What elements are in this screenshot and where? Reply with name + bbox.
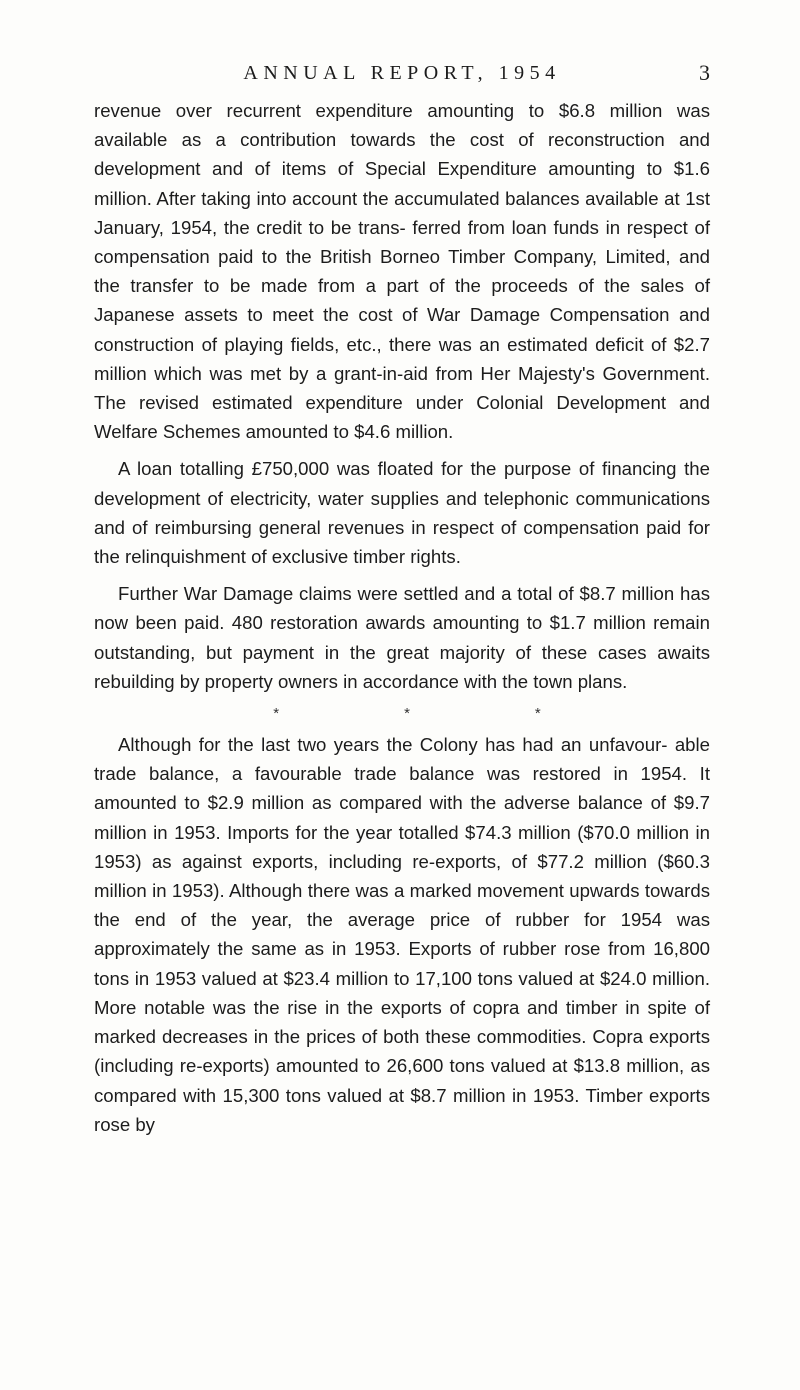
paragraph-loan: A loan totalling £750,000 was floated for the purpose of financing the development of electricity, water supplies and telephonic communications and of reimbursing general revenues in respect of compensation paid for the relinquishment of exclusive timber rights. (94, 458, 710, 568)
running-header (94, 60, 710, 94)
header-title: ANNUAL REPORT, 1954 (243, 62, 561, 84)
paragraph-war-damage: Further War Damage claims were settled and a total of $8.7 million has now been paid. 480 restoration awards amounting to $1.7 million remain outstanding, but payment in the great majority of these cases awaits rebuilding by property owners in accordance with the town plans. (94, 583, 710, 692)
section-separator (94, 702, 710, 726)
asterisk-mark: * (404, 705, 410, 723)
asterisk-mark: * (534, 705, 541, 723)
report-page (94, 60, 710, 1139)
paragraph-revenue-continuation: revenue over recurrent expenditure amounting to $6.8 million was available as a contribution towards the cost of reconstruction and development and of items of Special Expenditure amounting to $1.6 million. After taking into account the accumulated balances available at 1st January, 1954, the credit to be trans- ferred from loan funds in respect of compensation paid to the British Borneo Timber Company, Limited, and the transfer to be made from a part of the proceeds of the sales of Japanese assets to meet the cost of War Damage Compensation and construction of playing fields, etc., there was an estimated deficit of $2.7 million which was met by a grant-in-aid from Her Majesty's Government. The revised estimated expenditure under Colonial Development and Welfare Schemes amounted to $4.6 million. (94, 100, 710, 443)
page-number: 3 (699, 60, 710, 85)
paragraph-trade-balance: Although for the last two years the Colony has had an unfavour- able trade balance, a favourable trade balance was restored in 1954. It amounted to $2.9 million as compared with the adverse balance of $9.7 million in 1953. Imports for the year totalled $74.3 million ($70.0 million in 1953) as against exports, including re-exports, of $77.2 million ($60.3 million in 1953). Although there was a marked movement upwards towards the end of the year, the average price of rubber for 1954 was approximately the same as in 1953. Exports of rubber rose from 16,800 tons in 1953 valued at $23.4 million to 17,100 tons valued at $24.0 million. More notable was the rise in the exports of copra and timber in spite of marked decreases in the prices of both these commodities. Copra exports (including re-exports) amounted to 26,600 tons valued at $13.8 million, as compared with 15,300 tons valued at $8.7 million in 1953. Timber exports rose by (94, 734, 710, 1135)
asterisk-mark: * (273, 705, 280, 723)
